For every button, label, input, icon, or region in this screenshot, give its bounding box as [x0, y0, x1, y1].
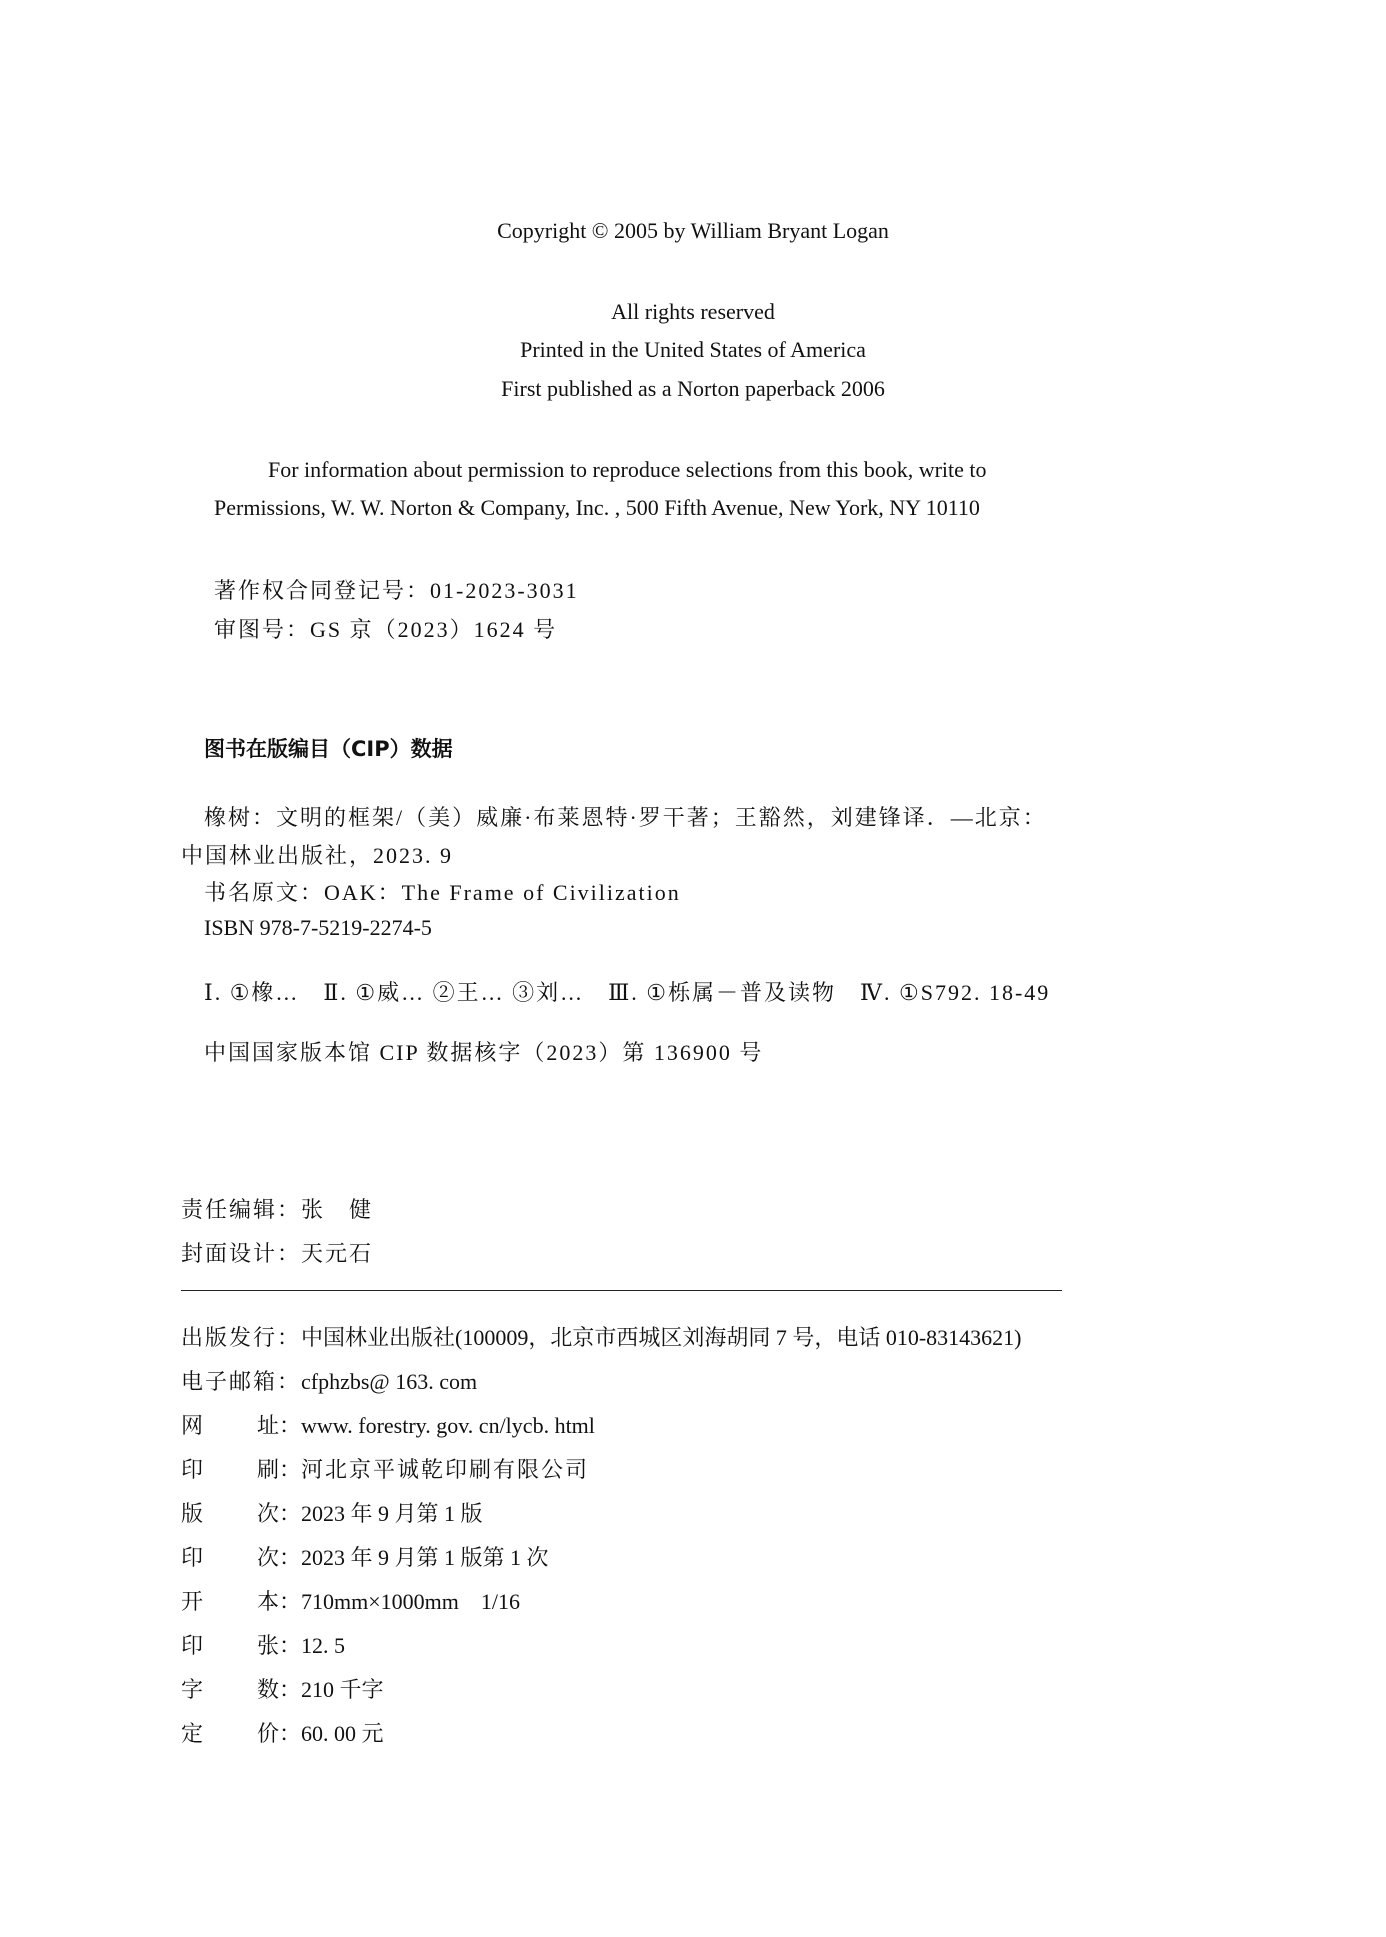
pub-label: 电子邮箱：: [181, 1369, 302, 1394]
cip-isbn: ISBN 978-7-5219-2274-5: [204, 915, 432, 940]
map-review-number: 审图号：GS 京（2023）1624 号: [214, 617, 558, 642]
divider-rule: [181, 1290, 1062, 1291]
pub-label-b: 次：: [257, 1545, 302, 1570]
cover-designer-value: 天元石: [301, 1241, 374, 1266]
pub-value: 12. 5: [301, 1633, 346, 1658]
pub-value: 210 千字: [301, 1677, 384, 1702]
pub-label-a: 印: [181, 1633, 204, 1658]
pub-value: www. forestry. gov. cn/lycb. html: [301, 1413, 595, 1438]
pub-value: cfphzbs@ 163. com: [301, 1369, 478, 1394]
cip-entry-line-2: 中国林业出版社，2023. 9: [181, 843, 454, 868]
pub-row-website: [181, 1409, 595, 1440]
printed-in: Printed in the United States of America: [520, 337, 866, 362]
pub-label-a: 印: [181, 1457, 204, 1482]
pub-value: 710mm×1000mm 1/16: [301, 1589, 520, 1614]
pub-label-a: 开: [181, 1589, 204, 1614]
permissions-line-2: Permissions, W. W. Norton & Company, Inc. , 500 Fifth Avenue, New York, NY 10110: [214, 495, 980, 520]
pub-label-b: 张：: [257, 1633, 302, 1658]
pub-label-a: 字: [181, 1677, 204, 1702]
pub-label-b: 本：: [257, 1589, 302, 1614]
pub-row-printing: [181, 1541, 549, 1572]
cover-designer-label: 封面设计：: [181, 1241, 302, 1266]
pub-row-price: [181, 1717, 384, 1748]
pub-row-sheets: [181, 1629, 345, 1660]
pub-label-a: 网: [181, 1413, 204, 1438]
contract-registration-number: 著作权合同登记号：01-2023-3031: [214, 578, 579, 603]
cip-original-title: 书名原文：OAK：The Frame of Civilization: [204, 880, 681, 905]
pub-label-a: 定: [181, 1721, 204, 1746]
cip-classification: Ⅰ. ①橡… Ⅱ. ①威… ②王… ③刘… Ⅲ. ①栎属－普及读物 Ⅳ. ①S792. 18-49: [204, 980, 1051, 1005]
pub-label-b: 刷：: [257, 1457, 302, 1482]
pub-row-format: [181, 1585, 520, 1616]
cip-entry-line-1: 橡树：文明的框架/（美）威廉·布莱恩特·罗干著；王豁然，刘建锋译．—北京：: [204, 805, 1047, 830]
permissions-line-1: For information about permission to reproduce selections from this book, write to: [268, 457, 987, 482]
pub-label-b: 数：: [257, 1677, 302, 1702]
pub-label-b: 次：: [257, 1501, 302, 1526]
pub-label-b: 址：: [257, 1413, 302, 1438]
pub-value: 中国林业出版社(100009，北京市西城区刘海胡同 7 号，电话 010-83143621): [301, 1325, 1022, 1350]
responsible-editor-value: 张 健: [301, 1197, 374, 1222]
pub-row-printer: [181, 1453, 589, 1484]
pub-value: 2023 年 9 月第 1 版第 1 次: [301, 1545, 549, 1570]
copyright-line: Copyright © 2005 by William Bryant Logan: [497, 218, 889, 243]
pub-label-b: 价：: [257, 1721, 302, 1746]
pub-label-a: 印: [181, 1545, 204, 1570]
pub-value: 60. 00 元: [301, 1721, 384, 1746]
pub-row-publisher: [181, 1321, 1022, 1352]
pub-value: 2023 年 9 月第 1 版: [301, 1501, 483, 1526]
pub-row-email: [181, 1365, 477, 1396]
cover-designer: [181, 1237, 373, 1268]
responsible-editor: [181, 1193, 373, 1224]
pub-label-a: 版: [181, 1501, 204, 1526]
pub-value: 河北京平诚乾印刷有限公司: [301, 1457, 590, 1482]
cip-heading: 图书在版编目（CIP）数据: [204, 737, 453, 761]
cip-library-record: 中国国家版本馆 CIP 数据核字（2023）第 136900 号: [204, 1040, 764, 1065]
pub-row-edition: [181, 1497, 483, 1528]
pub-row-word-count: [181, 1673, 384, 1704]
rights-reserved: All rights reserved: [611, 299, 775, 324]
responsible-editor-label: 责任编辑：: [181, 1197, 302, 1222]
first-published: First published as a Norton paperback 2006: [501, 376, 885, 401]
pub-label: 出版发行：: [181, 1325, 302, 1350]
